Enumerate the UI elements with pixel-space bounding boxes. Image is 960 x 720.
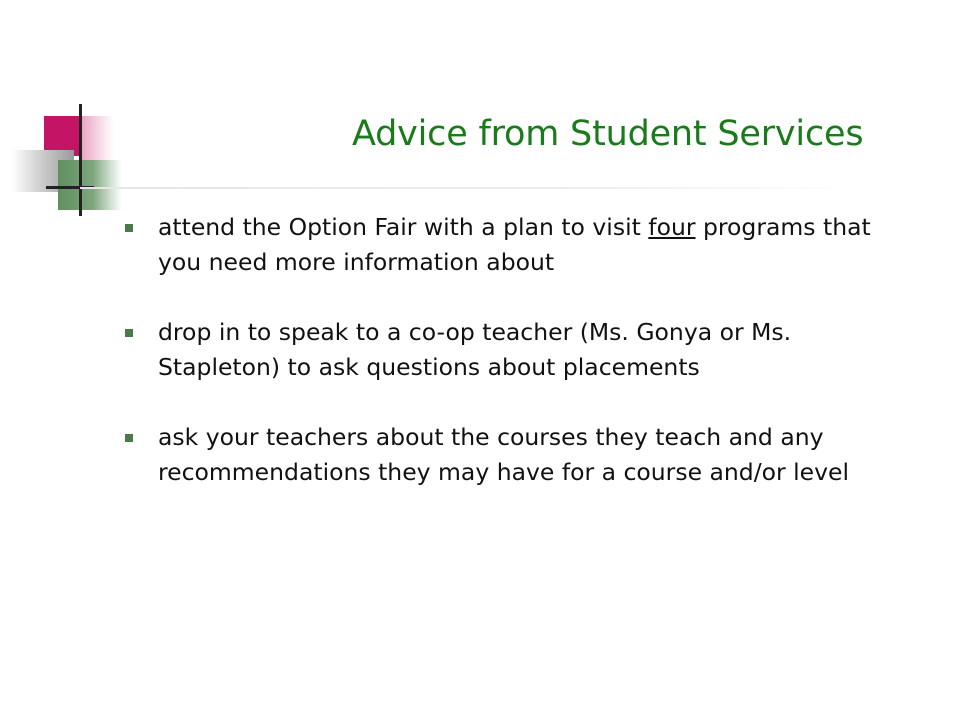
bullet-text: ask your teachers about the courses they teach and any recommendations they may have for a course and/or level (158, 423, 850, 486)
bullet-item (122, 420, 902, 490)
bullet-text: drop in to speak to a co-op teacher (Ms. Gonya or Ms. Stapleton) to ask questions about placements (158, 318, 792, 381)
bullet-list (122, 210, 902, 525)
square-bullet-icon (125, 224, 133, 232)
underlined-word: four (648, 213, 696, 241)
green-square (58, 160, 122, 210)
title-divider (80, 187, 870, 189)
square-bullet-icon (125, 434, 133, 442)
bullet-item (122, 315, 902, 385)
bullet-text: programs that you need more information about (158, 213, 871, 276)
vertical-crossline (79, 104, 82, 216)
bullet-item (122, 210, 902, 280)
decorative-squares-logo (0, 0, 140, 230)
square-bullet-icon (125, 329, 133, 337)
bullet-text: attend the Option Fair with a plan to visit (158, 213, 649, 241)
pink-square (80, 116, 114, 160)
slide-title: Advice from Student Services (352, 114, 864, 154)
